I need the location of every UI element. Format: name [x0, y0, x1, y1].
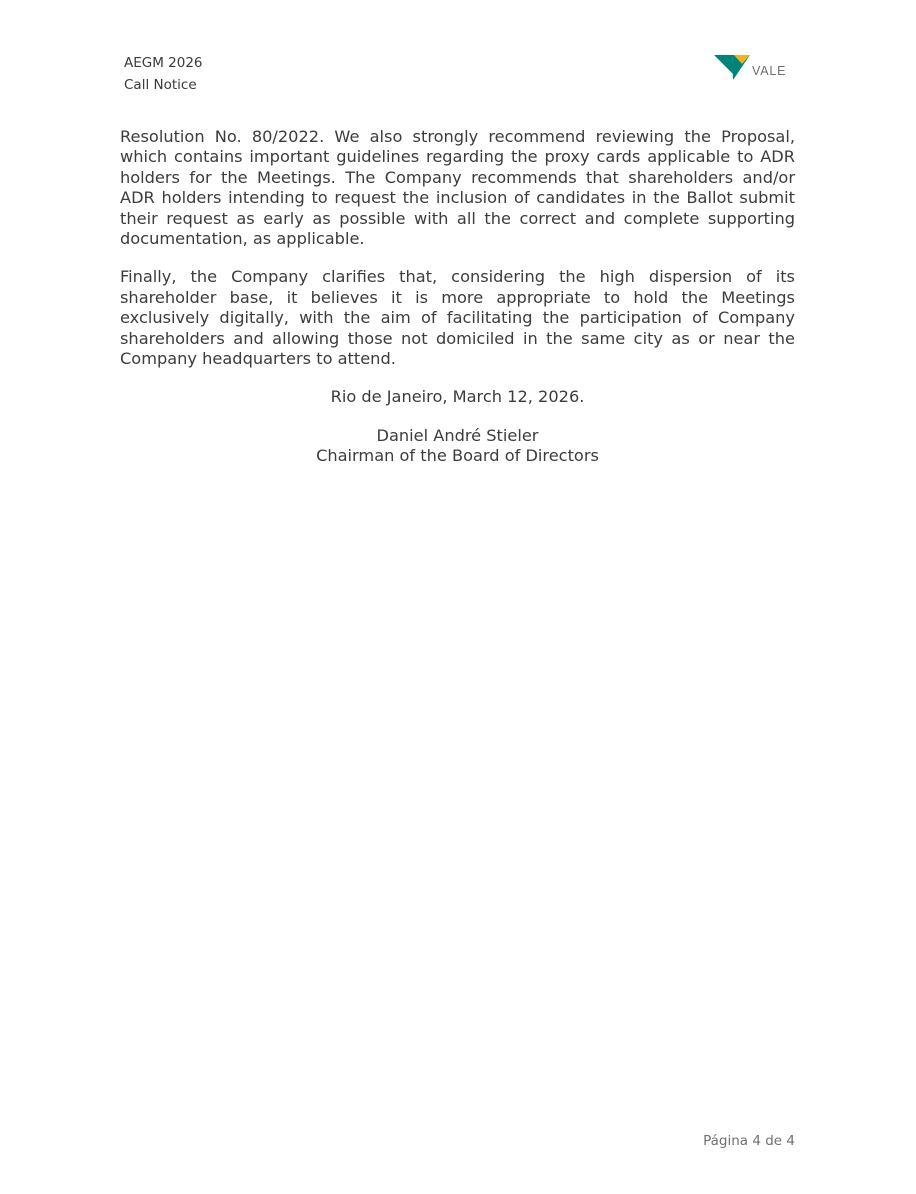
document-subtitle: Call Notice: [124, 77, 197, 93]
document-body: [120, 127, 795, 467]
vale-logo-icon: [712, 52, 752, 82]
signatory-name: Daniel André Stieler: [376, 425, 539, 445]
signatory-title: Chairman of the Board of Directors: [316, 446, 599, 466]
page-number: Página 4 de 4: [703, 1133, 795, 1149]
document-title: AEGM 2026: [124, 55, 203, 71]
body-paragraph: Resolution No. 80/2022. We also strongly recommend reviewing the Proposal, which contains important guidelines regarding the proxy cards applicable to ADR holders for the Meetings. The Company recommends that shareholders and/or ADR holders intending to request the inclusion of candidates in the Ballot submit their request as early as possible with all the correct and complete supporting documentation, as applicable.: [120, 127, 795, 249]
vale-logo-text: VALE: [752, 64, 787, 78]
vale-logo: [712, 52, 792, 82]
document-header: [124, 52, 203, 96]
body-paragraph: Finally, the Company clarifies that, considering the high dispersion of its shareholder base, it believes it is more appropriate to hold the Meetings exclusively digitally, with the aim of facilitating the participation of Company shareholders and allowing those not domiciled in the same city as or near the Company headquarters to attend.: [120, 267, 795, 369]
place-date: Rio de Janeiro, March 12, 2026.: [330, 387, 585, 407]
